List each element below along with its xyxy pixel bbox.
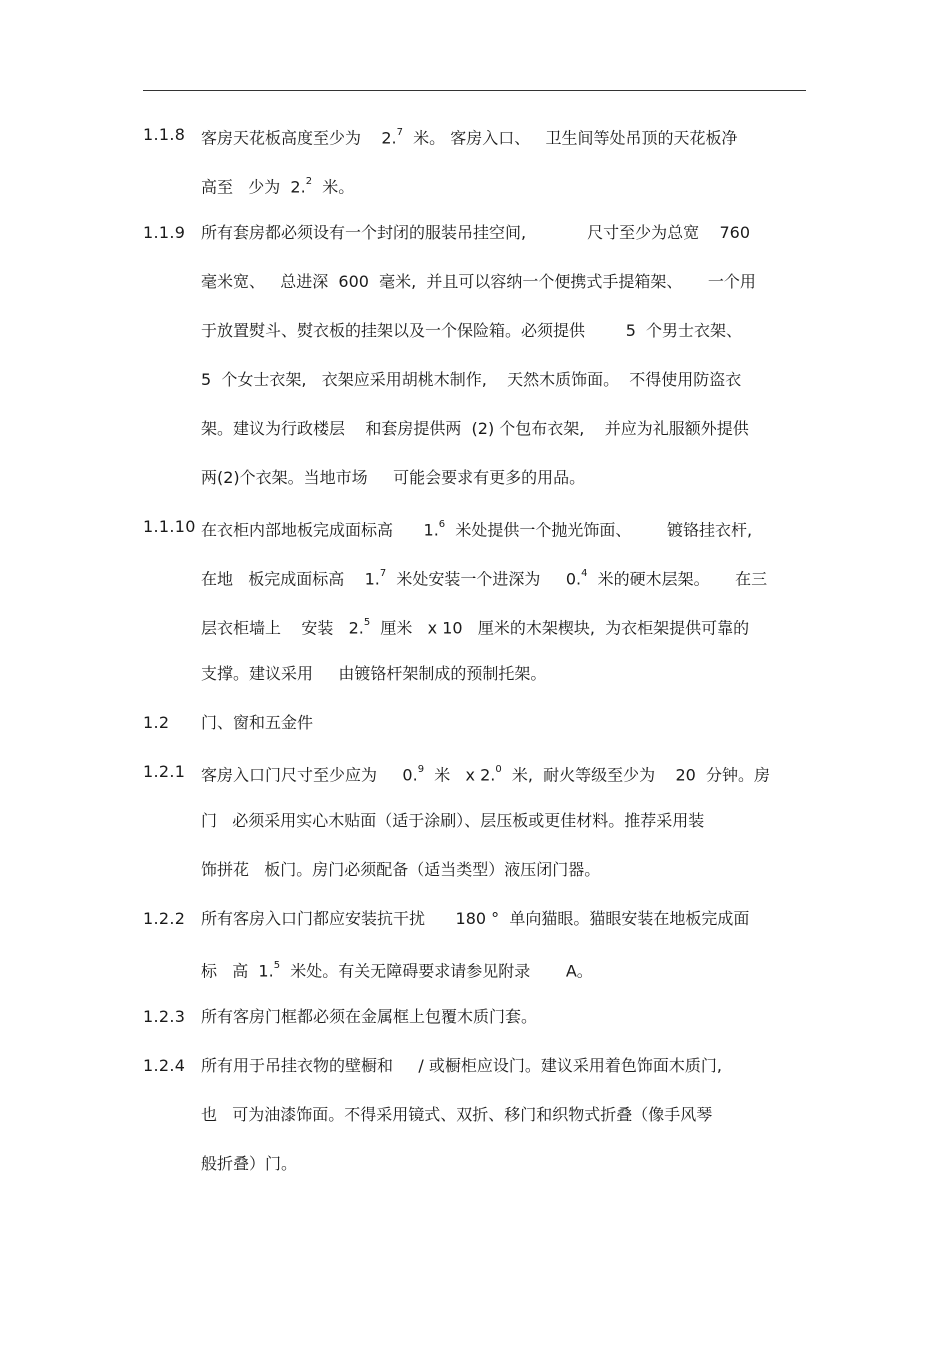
text-line — [201, 845, 806, 894]
superscript-digit: 5 — [273, 960, 281, 971]
text-line — [201, 159, 806, 208]
text-line — [201, 257, 806, 306]
text-run: 两(2)个衣架。当地市场 可能会要求有更多的用品。 — [201, 468, 586, 487]
clause — [143, 110, 806, 208]
text-run: 支撑。建议采用 由镀铬杆架制成的预制托架。 — [201, 664, 547, 683]
text-line — [201, 943, 806, 992]
text-run: 标 高 1. — [201, 961, 274, 981]
clause-number: 1.1.8 — [143, 125, 186, 144]
clause — [143, 698, 806, 747]
text-run: 门 必须采用实心木贴面（适于涂刷）、层压板或更佳材料。推荐采用装 — [201, 811, 705, 830]
text-line — [201, 453, 806, 502]
text-run: 厘米 x 10 厘米的木架楔块, 为衣柜架提供可靠的 — [370, 618, 750, 638]
text-line — [201, 698, 806, 747]
clause — [143, 502, 806, 698]
text-run: 米。 客房入口、 卫生间等处吊顶的天花板净 — [403, 128, 738, 148]
text-line — [201, 1139, 806, 1188]
text-line — [201, 1041, 806, 1090]
text-run: 米, 耐火等级至少为 20 分钟。房 — [501, 765, 771, 785]
text-line — [201, 747, 806, 796]
text-run: 毫米宽、 总进深 600 毫米, 并且可以容纳一个便携式手提箱架、 一个用 — [201, 272, 756, 291]
clause-number: 1.1.10 — [143, 517, 196, 536]
text-line — [201, 992, 806, 1041]
clause-text — [201, 747, 806, 894]
superscript-digit: 9 — [417, 764, 425, 775]
text-line — [201, 600, 806, 649]
clause-text — [201, 698, 806, 747]
text-run: 客房入口门尺寸至少应为 0. — [201, 765, 418, 785]
text-run: 米处提供一个抛光饰面、 镀铬挂衣杆, — [445, 520, 753, 540]
superscript-digit: 7 — [396, 127, 403, 138]
text-run: 饰拼花 板门。房门必须配备（适当类型）液压闭门器。 — [201, 860, 601, 879]
text-line — [201, 894, 806, 943]
clause — [143, 208, 806, 502]
document-body — [143, 110, 806, 1188]
text-run: 米。 — [312, 177, 355, 197]
text-run: 般折叠）门。 — [201, 1154, 298, 1173]
text-run: 门、窗和五金件 — [201, 713, 314, 732]
text-run: 架。建议为行政楼层 和套房提供两 (2) 个包布衣架, 并应为礼服额外提供 — [201, 419, 749, 438]
text-line — [201, 208, 806, 257]
text-run: 客房天花板高度至少为 2. — [201, 128, 397, 148]
text-run: 5 个女士衣架, 衣架应采用胡桃木制作, 天然木质饰面。 不得使用防盗衣 — [201, 370, 742, 389]
clause — [143, 1041, 806, 1188]
clause — [143, 894, 806, 992]
text-line — [201, 649, 806, 698]
clause-number: 1.2.4 — [143, 1056, 186, 1075]
text-run: 在衣柜内部地板完成面标高 1. — [201, 520, 439, 540]
text-run: 米处安装一个进深为 0. — [386, 569, 582, 589]
text-run: 所有套房都必须设有一个封闭的服装吊挂空间, 尺寸至少为总宽 760 — [201, 223, 751, 242]
text-run: 所有客房门框都必须在金属框上包覆木质门套。 — [201, 1007, 538, 1026]
clause-text — [201, 502, 806, 698]
clause-number: 1.2 — [143, 713, 170, 732]
clause-text — [201, 894, 806, 992]
text-line — [201, 796, 806, 845]
header-rule — [143, 90, 806, 91]
clause-number: 1.2.3 — [143, 1007, 186, 1026]
clause — [143, 992, 806, 1041]
text-run: 米处。有关无障碍要求请参见附录 A。 — [280, 961, 593, 981]
clause-number: 1.1.9 — [143, 223, 186, 242]
text-line — [201, 306, 806, 355]
text-run: 米 x 2. — [424, 765, 496, 785]
clause — [143, 747, 806, 894]
text-run: 层衣柜墙上 安装 2. — [201, 618, 364, 638]
clause-number: 1.2.1 — [143, 762, 186, 781]
text-line — [201, 355, 806, 404]
clause-number: 1.2.2 — [143, 909, 186, 928]
clause-text — [201, 1041, 806, 1188]
text-line — [201, 1090, 806, 1139]
text-line — [201, 502, 806, 551]
superscript-digit: 7 — [379, 568, 387, 579]
superscript-digit: 0 — [495, 764, 502, 775]
clause-text — [201, 110, 806, 208]
text-run: 米的硬木层架。 在三 — [587, 569, 768, 589]
text-line — [201, 404, 806, 453]
text-run: 于放置熨斗、熨衣板的挂架以及一个保险箱。必须提供 5 个男士衣架、 — [201, 321, 743, 340]
superscript-digit: 5 — [363, 617, 371, 628]
text-line — [201, 110, 806, 159]
clause-text — [201, 992, 806, 1041]
text-line — [201, 551, 806, 600]
superscript-digit: 6 — [438, 519, 446, 530]
text-run: 在地 板完成面标高 1. — [201, 569, 380, 589]
text-run: 所有客房入口门都应安装抗干扰 180 ° 单向猫眼。猫眼安装在地板完成面 — [201, 909, 750, 928]
superscript-digit: 2 — [305, 176, 313, 187]
text-run: 所有用于吊挂衣物的壁橱和 / 或橱柜应设门。建议采用着色饰面木质门, — [201, 1056, 722, 1075]
clause-text — [201, 208, 806, 502]
text-run: 也 可为油漆饰面。不得采用镜式、双折、移门和织物式折叠（像手风琴 — [201, 1105, 713, 1124]
text-run: 高至 少为 2. — [201, 177, 306, 197]
superscript-digit: 4 — [581, 568, 588, 579]
